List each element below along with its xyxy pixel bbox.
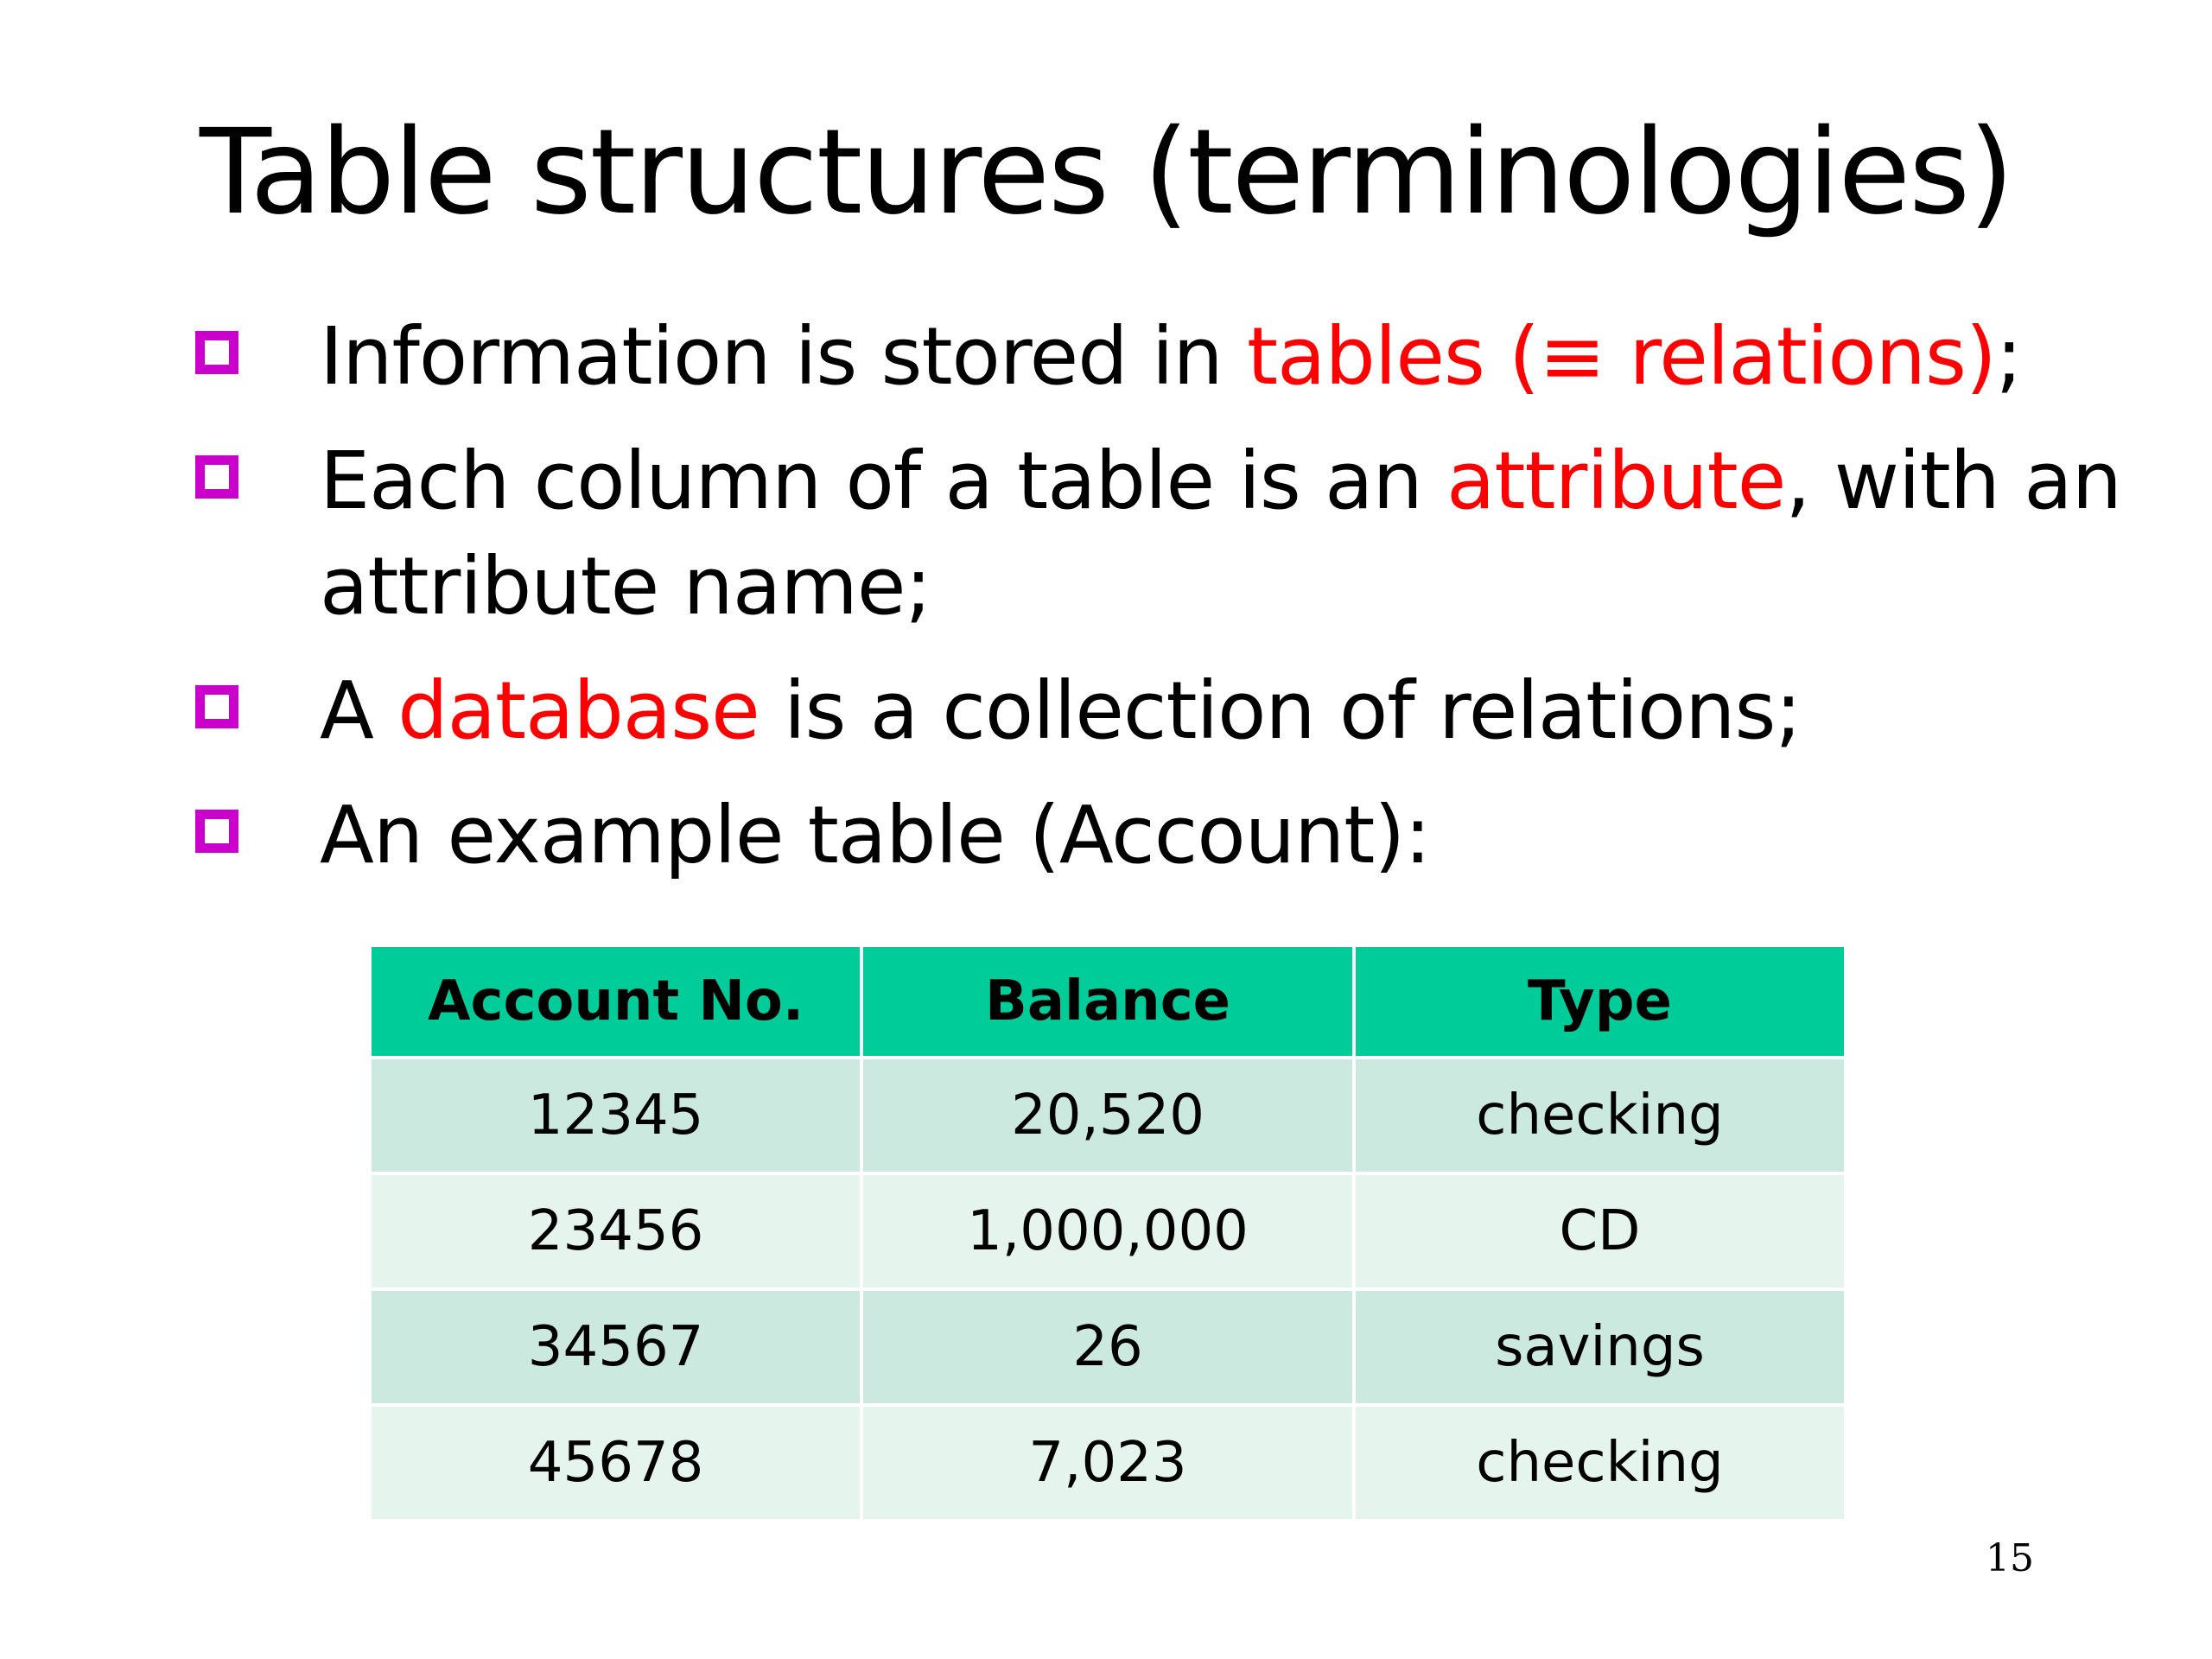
table-cell: 1,000,000 [863,1175,1352,1287]
bullet-text: Information is stored in [320,310,1247,403]
table-cell: 23456 [372,1175,860,1287]
account-table [368,944,1847,1522]
bullet-text: , with an attribute name; [320,435,2121,632]
table-cell: checking [1356,1407,1844,1519]
table-row [372,1407,1844,1519]
column-header: Account No. [372,947,860,1056]
highlighted-term: attribute [1446,435,1786,527]
table-cell: 20,520 [863,1059,1352,1172]
table-cell: 34567 [372,1291,860,1403]
bullet-text: A [320,664,398,757]
bullet-text: ; [1995,310,2022,403]
bullet-text: Each column of a table is an [320,435,1447,527]
bullet-item [192,429,2136,639]
bullet-text: An example table (Account): [320,789,1431,881]
bullet-list [192,304,2136,907]
table-cell: 26 [863,1291,1352,1403]
table-cell: savings [1356,1291,1844,1403]
square-bullet-icon [195,455,238,499]
table-cell: 7,023 [863,1407,1352,1519]
column-header: Balance [863,947,1352,1056]
square-bullet-icon [195,331,238,374]
highlighted-term: database [397,664,760,757]
bullet-item [192,304,2136,410]
table-cell: CD [1356,1175,1844,1287]
table-row [372,1175,1844,1287]
table-row [372,1291,1844,1403]
table-header-row [372,947,1844,1056]
bullet-text: is a collection of relations; [759,664,1802,757]
square-bullet-icon [195,810,238,853]
highlighted-term: tables (≡ relations) [1246,310,1996,403]
square-bullet-icon [195,685,238,728]
column-header: Type [1356,947,1844,1056]
bullet-item [192,658,2136,764]
table-cell: checking [1356,1059,1844,1172]
table-row [372,1059,1844,1172]
slide-title: Table structures (terminologies) [199,105,2013,241]
bullet-item [192,783,2136,888]
table-cell: 12345 [372,1059,860,1172]
page-number: 15 [1986,1536,2034,1580]
table-cell: 45678 [372,1407,860,1519]
